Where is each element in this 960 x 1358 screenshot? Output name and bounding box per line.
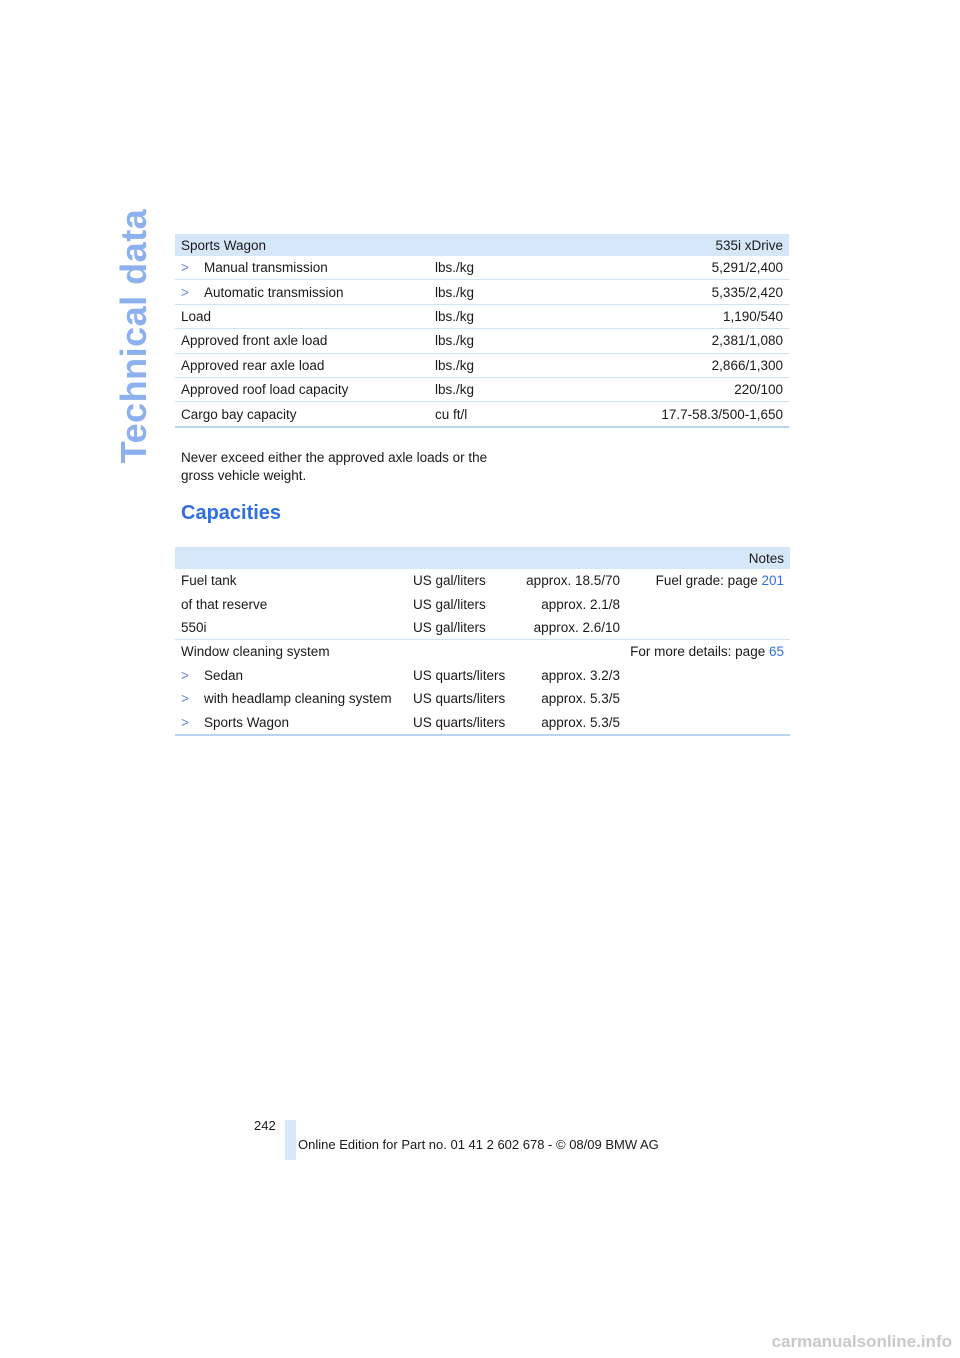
row-label: Approved roof load capacity — [175, 377, 435, 401]
row-label: 550i — [181, 619, 207, 635]
row-value: 5,335/2,420 — [545, 280, 789, 304]
page-link[interactable]: 65 — [768, 644, 784, 660]
row-label: Cargo bay capacity — [175, 402, 435, 427]
row-amount: approx. 5.3/5 — [541, 691, 620, 707]
row-value: 5,291/2,400 — [711, 260, 783, 276]
row-unit: cu ft/l — [435, 402, 545, 427]
capacities-table-header — [175, 547, 790, 569]
row-label: Sedan — [204, 667, 244, 683]
row-unit: lbs./kg — [435, 280, 545, 304]
section-side-tab-label: Technical data — [113, 208, 155, 464]
table-row — [175, 640, 790, 664]
page-number: 242 — [254, 1118, 276, 1133]
table-row — [175, 402, 789, 427]
row-label: Approved front axle load — [175, 329, 435, 353]
watermark-logo: carmanualsonline.info — [771, 1332, 952, 1351]
edition-footer: Online Edition for Part no. 01 41 2 602 678 - © 08/09 BMW AG — [298, 1137, 659, 1152]
table-row — [175, 592, 790, 615]
row-unit: US quarts/liters — [413, 691, 506, 707]
row-unit: lbs./kg — [435, 304, 545, 328]
notes-header: Notes — [626, 547, 790, 569]
row-note: Fuel grade: page 201 — [655, 573, 784, 589]
row-amount: approx. 5.3/5 — [521, 710, 626, 734]
row-label: Load — [175, 304, 435, 328]
footer-accent-bar — [285, 1120, 296, 1160]
axle-load-note: Never exceed either the approved axle loads or the gross vehicle weight. — [181, 449, 488, 483]
row-amount: approx. 2.1/8 — [541, 596, 620, 612]
row-label: Fuel tank — [181, 573, 237, 589]
table-row — [175, 710, 790, 734]
row-label: Window cleaning system — [175, 640, 626, 664]
row-label: Approved rear axle load — [175, 353, 435, 377]
row-value: 1,190/540 — [545, 304, 789, 328]
row-label: Sports Wagon — [204, 714, 290, 730]
table-row — [175, 616, 790, 640]
table-row — [175, 687, 790, 710]
table-row — [175, 664, 790, 687]
row-unit: US quarts/liters — [413, 667, 506, 683]
row-value: 17.7-58.3/500-1,650 — [545, 402, 789, 427]
row-unit: lbs./kg — [435, 377, 545, 401]
row-unit: lbs./kg — [435, 353, 545, 377]
table-row — [175, 256, 789, 280]
row-unit: lbs./kg — [435, 329, 545, 353]
row-unit: US quarts/liters — [413, 710, 521, 734]
section-heading: Capacities — [181, 502, 282, 524]
bullet-icon: > — [181, 667, 189, 683]
row-label: of that reserve — [181, 596, 268, 612]
row-unit: US gal/liters — [413, 619, 486, 635]
page-link[interactable]: 201 — [761, 573, 784, 589]
row-label: with headlamp cleaning system — [204, 691, 392, 707]
row-value: 220/100 — [545, 377, 789, 401]
section-side-tab — [112, 208, 156, 464]
weights-table-header — [175, 234, 789, 256]
row-label: Automatic transmission — [204, 284, 344, 300]
row-amount: approx. 3.2/3 — [541, 667, 620, 683]
table-row — [175, 569, 790, 592]
weights-header-label: Sports Wagon — [175, 234, 435, 256]
table-row — [175, 329, 789, 353]
row-amount: approx. 2.6/10 — [533, 619, 620, 635]
weights-table — [175, 234, 789, 428]
row-value: 2,866/1,300 — [545, 353, 789, 377]
row-value: 2,381/1,080 — [545, 329, 789, 353]
bullet-icon: > — [181, 714, 189, 730]
table-row — [175, 280, 789, 304]
table-row — [175, 377, 789, 401]
row-label: Manual transmission — [204, 260, 328, 276]
bullet-icon: > — [181, 260, 189, 276]
row-unit: US gal/liters — [413, 573, 486, 589]
row-note: For more details: page 65 — [626, 640, 790, 664]
table-row — [175, 353, 789, 377]
bullet-icon: > — [181, 691, 189, 707]
weights-header-value: 535i xDrive — [545, 234, 789, 256]
row-unit: lbs./kg — [435, 260, 475, 276]
capacities-table — [175, 547, 790, 736]
row-amount: approx. 18.5/70 — [526, 573, 620, 589]
table-row — [175, 304, 789, 328]
row-unit: US gal/liters — [413, 596, 486, 612]
bullet-icon: > — [181, 284, 189, 300]
